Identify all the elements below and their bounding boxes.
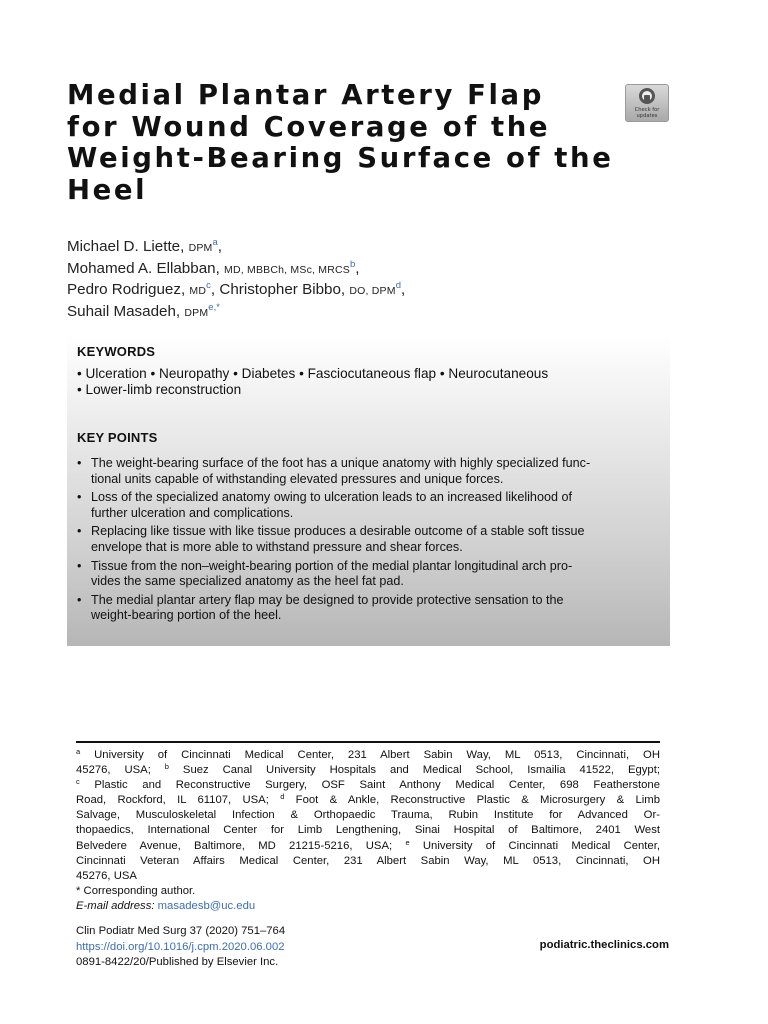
author-name: Pedro Rodriguez,	[67, 281, 190, 298]
affiliation-marker: d	[280, 792, 285, 802]
journal-citation: Clin Podiatr Med Surg 37 (2020) 751–764	[76, 925, 286, 937]
key-point-line: • Loss of the specialized anatomy owing to ulceration leads to an increased likelihood of	[91, 490, 572, 505]
key-points-list	[77, 456, 659, 627]
keywords-heading: KEYWORDS	[77, 344, 156, 359]
author-line	[67, 302, 667, 324]
journal-info	[76, 924, 285, 971]
bookmark-icon	[639, 88, 655, 104]
corresponding-author-note: * Corresponding author.	[76, 884, 196, 897]
affiliation-ref[interactable]: a	[212, 237, 218, 248]
affiliation-line	[76, 808, 660, 823]
affiliation-line	[76, 763, 660, 778]
affiliation-text: 45276, USA;	[76, 764, 165, 777]
affiliation-line	[76, 869, 660, 884]
issn-line: 0891-8422/20/Published by Elsevier Inc.	[76, 956, 279, 969]
key-point-line: • The weight-bearing surface of the foot has a unique anatomy with highly specialized func-	[91, 456, 591, 470]
author-name: Michael D. Liette,	[67, 238, 189, 255]
check-for-updates-badge[interactable]	[625, 84, 669, 122]
author-name: Suhail Masadeh,	[67, 302, 185, 320]
key-points-heading: KEY POINTS	[77, 430, 158, 445]
key-point-item	[77, 490, 659, 521]
separator: ,	[217, 238, 223, 255]
title-line: Weight-Bearing Surface of the	[67, 142, 614, 174]
author-line	[67, 259, 667, 281]
affiliation-line	[76, 793, 660, 808]
key-point-line: • Replacing like tissue with like tissue produces a desirable outcome of a stable soft tissue	[91, 524, 585, 539]
keywords-list	[77, 366, 657, 398]
email-label: E-mail address:	[76, 899, 155, 912]
title-line: Heel	[67, 173, 148, 206]
keywords-keypoints-box	[67, 335, 670, 646]
key-point-item	[77, 524, 659, 555]
author-line	[67, 237, 667, 259]
affiliation-text: thopaedics, International Center for Limb Lengthening, Sinai Hospital of Baltimore, 2401 West	[76, 824, 660, 837]
affiliation-marker: b	[164, 762, 169, 772]
key-point-item	[77, 559, 659, 590]
author-degrees: MD, MBBCh, MSc, MRCS	[224, 263, 350, 276]
key-point-item	[77, 456, 659, 487]
affiliation-text: Salvage, Musculoskeletal Infection & Orthopaedic Trauma, Rubin Institute for Advanced Or-	[76, 809, 660, 822]
affiliation-text: Plastic and Reconstructive Surgery, OSF Saint Anthony Medical Center, 698 Featherstone	[79, 779, 660, 792]
author-name: Mohamed A. Ellabban,	[67, 259, 225, 277]
affiliation-marker: e	[405, 837, 410, 847]
affiliation-text: University of Cincinnati Medical Center,	[409, 839, 660, 852]
affiliation-text: Suez Canal University Hospitals and Medical School, Ismailia 41522, Egypt;	[168, 764, 660, 777]
key-point-line: vides the same specialized anatomy as the heel fat pad.	[91, 574, 404, 589]
article-title	[67, 80, 627, 206]
affiliation-text: University of Cincinnati Medical Center, 231 Albert Sabin Way, ML 0513, Cincinnati, OH	[80, 749, 660, 761]
author-name: , Christopher Bibbo,	[210, 281, 350, 298]
badge-label	[626, 107, 668, 119]
author-list	[67, 237, 667, 323]
key-point-line: tional units capable of withstanding elevated pressures and unique forces.	[91, 471, 504, 486]
affiliation-text: Belvedere Avenue, Baltimore, MD 21215-5216, USA;	[76, 839, 406, 852]
key-point-item	[77, 593, 659, 624]
journal-website[interactable]: podiatric.theclinics.com	[539, 939, 669, 951]
key-point-line: further ulceration and complications.	[91, 505, 294, 520]
affiliation-text: Cincinnati Veteran Affairs Medical Center, 231 Albert Sabin Way, ML 0513, Cincinnati, OH	[76, 854, 660, 867]
affiliation-ref[interactable]: d	[395, 280, 401, 291]
author-degrees: DO, DPM	[349, 285, 396, 297]
affiliation-ref[interactable]: c	[206, 280, 211, 291]
key-point-line: • The medial plantar artery flap may be designed to provide protective sensation to the	[91, 592, 564, 607]
affiliation-marker: c	[76, 777, 80, 787]
doi-link[interactable]: https://doi.org/10.1016/j.cpm.2020.06.002	[76, 940, 285, 953]
separator: ,	[355, 259, 360, 277]
email-link[interactable]: masadesb@uc.edu	[157, 899, 256, 912]
key-point-line: • Tissue from the non–weight-bearing portion of the medial plantar longitudinal arch pro-	[91, 558, 573, 573]
affiliation-marker: a	[76, 747, 81, 756]
affiliation-line	[76, 854, 660, 869]
affiliation-line	[76, 839, 660, 854]
key-point-line: envelope that is more able to withstand pressure and shear forces.	[91, 539, 463, 554]
badge-label-line2: updates	[636, 113, 658, 119]
affiliation-line	[76, 778, 660, 793]
affiliation-text: Foot & Ankle, Reconstructive Plastic & Microsurgery & Limb	[284, 794, 660, 807]
key-point-line: weight-bearing portion of the heel.	[91, 608, 282, 623]
title-line: Medial Plantar Artery Flap	[67, 79, 544, 111]
affiliation-text: Road, Rockford, IL 61107, USA;	[76, 794, 281, 807]
title-line: for Wound Coverage of the	[67, 110, 551, 143]
author-degrees: DPM	[184, 306, 209, 319]
affiliations-footnote	[76, 748, 660, 914]
affiliation-line	[76, 823, 660, 838]
footnote-divider	[76, 741, 660, 743]
author-degrees: DPM	[188, 242, 213, 254]
affiliation-ref[interactable]: b	[349, 258, 356, 270]
author-line	[67, 280, 667, 302]
email-line	[76, 899, 660, 914]
keywords-line: • Ulceration • Neuropathy • Diabetes • Fasciocutaneous flap • Neurocutaneous	[77, 366, 549, 381]
author-degrees: MD	[189, 285, 207, 297]
affiliation-line	[76, 748, 660, 763]
affiliation-text: 45276, USA	[76, 869, 137, 882]
badge-label-line1: Check for	[634, 107, 660, 113]
affiliation-ref[interactable]: e,*	[208, 301, 220, 313]
separator: ,	[400, 281, 406, 298]
keywords-line: • Lower-limb reconstruction	[77, 382, 242, 397]
